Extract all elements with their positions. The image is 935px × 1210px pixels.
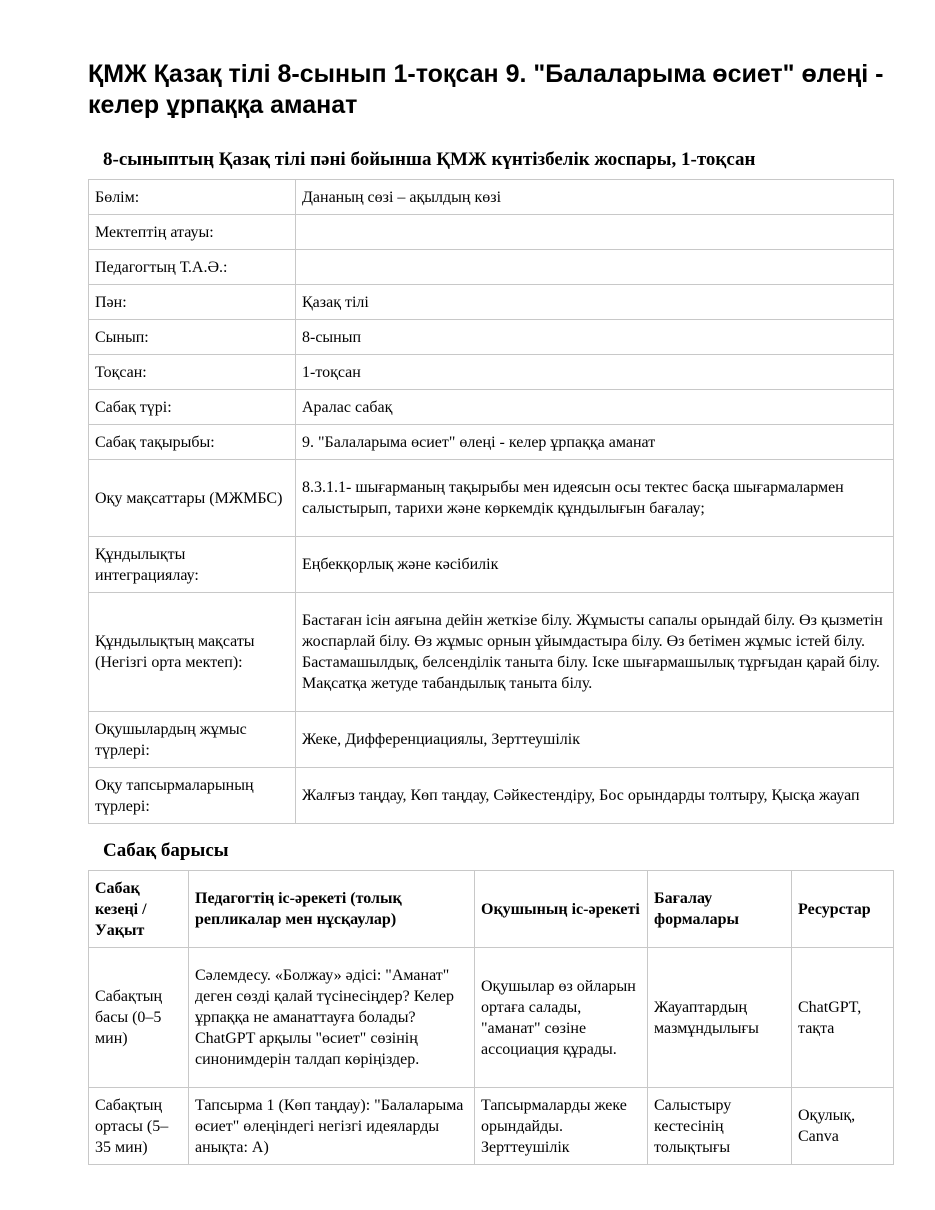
info-label: Тоқсан: (89, 355, 296, 390)
stage-cell: Сабақтың басы (0–5 мин) (89, 948, 189, 1088)
info-value: Жеке, Дифференциациялы, Зерттеушілік (296, 712, 894, 768)
info-value: Дананың сөзі – ақылдың көзі (296, 180, 894, 215)
info-label: Сынып: (89, 320, 296, 355)
student-activity-cell: Оқушылар өз ойларын ортаға салады, "аманат" сөзіне ассоциация құрады. (475, 948, 648, 1088)
info-label: Мектептің атауы: (89, 215, 296, 250)
info-value: 8.3.1.1- шығарманың тақырыбы мен идеясын осы тектес басқа шығармалармен салыстырып, тарихи және көркемдік құндылығын бағалау; (296, 460, 894, 537)
column-header-teacher-activity: Педагогтің іс-әрекеті (толық репликалар мен нұсқаулар) (189, 871, 475, 948)
info-label: Оқу мақсаттары (МЖМБС) (89, 460, 296, 537)
plan-heading: 8-сыныптың Қазақ тілі пәні бойынша ҚМЖ күнтізбелік жоспары, 1-тоқсан (103, 149, 756, 170)
info-row-section (89, 180, 894, 215)
column-header-assessment: Бағалау формалары (648, 871, 792, 948)
column-header-stage: Сабақ кезеңі / Уақыт (89, 871, 189, 948)
teacher-activity-cell: Тапсырма 1 (Көп таңдау): "Балаларыма өсиет" өлеңіндегі негізгі идеяларды анықта: А) (189, 1088, 475, 1165)
info-value: Аралас сабақ (296, 390, 894, 425)
document-title: ҚМЖ Қазақ тілі 8-сынып 1-тоқсан 9. "Балаларыма өсиет" өлеңі - келер ұрпаққа аманат (88, 60, 884, 119)
info-value (296, 215, 894, 250)
info-label: Сабақ түрі: (89, 390, 296, 425)
info-row-quarter (89, 355, 894, 390)
resources-cell: Оқулық, Canva (792, 1088, 894, 1165)
teacher-activity-cell: Сәлемдесу. «Болжау» әдісі: "Аманат" деген сөзді қалай түсінесіңдер? Келер ұрпаққа не аманаттауға болады? ChatGPT арқылы "өсиет" сөзінің синонимдерін талдап көріңіздер. (189, 948, 475, 1088)
info-row-learning-objectives (89, 460, 894, 537)
info-value: Бастаған ісін аяғына дейін жеткізе білу. Жұмысты сапалы орындай білу. Өз қызметін жоспарлай білу. Өз жұмыс орнын ұйымдастыра білу. Өз бетімен жұмыс істей білу. Бастамашылдық, белсенділік таныта білу. Іске шығармашылық тұрғыдан қарай білу. Мақсатқа жетуде табандылық таныта білу. (296, 593, 894, 712)
info-row-teacher (89, 250, 894, 285)
info-label: Сабақ тақырыбы: (89, 425, 296, 460)
info-label: Бөлім: (89, 180, 296, 215)
info-row-value-goal (89, 593, 894, 712)
lesson-info-table (88, 179, 894, 824)
info-row-value-integration (89, 537, 894, 593)
info-value (296, 250, 894, 285)
info-row-school (89, 215, 894, 250)
info-label: Пән: (89, 285, 296, 320)
info-label: Құндылықты интеграциялау: (89, 537, 296, 593)
info-value: Қазақ тілі (296, 285, 894, 320)
info-label: Оқушылардың жұмыс түрлері: (89, 712, 296, 768)
assessment-cell: Жауаптардың мазмұндылығы (648, 948, 792, 1088)
document-page (88, 0, 894, 1156)
info-row-grade (89, 320, 894, 355)
table-row (89, 948, 894, 1088)
resources-cell: ChatGPT, тақта (792, 948, 894, 1088)
info-value: 8-сынып (296, 320, 894, 355)
info-value: 1-тоқсан (296, 355, 894, 390)
info-label: Құндылықтың мақсаты (Негізгі орта мектеп): (89, 593, 296, 712)
column-header-resources: Ресурстар (792, 871, 894, 948)
column-header-student-activity: Оқушының іс-әрекеті (475, 871, 648, 948)
course-header-row (89, 871, 894, 948)
info-row-task-types (89, 768, 894, 824)
student-activity-cell: Тапсырмаларды жеке орындайды. Зерттеушілік (475, 1088, 648, 1165)
info-row-lesson-type (89, 390, 894, 425)
lesson-course-table (88, 870, 894, 1165)
assessment-cell: Салыстыру кестесінің толықтығы (648, 1088, 792, 1165)
info-row-work-types (89, 712, 894, 768)
info-value: Жалғыз таңдау, Көп таңдау, Сәйкестендіру, Бос орындарды толтыру, Қысқа жауап (296, 768, 894, 824)
info-row-lesson-topic (89, 425, 894, 460)
info-label: Оқу тапсырмаларының түрлері: (89, 768, 296, 824)
course-heading: Сабақ барысы (103, 840, 229, 861)
info-row-subject (89, 285, 894, 320)
table-row (89, 1088, 894, 1165)
info-value: 9. "Балаларыма өсиет" өлеңі - келер ұрпаққа аманат (296, 425, 894, 460)
info-value: Еңбекқорлық және кәсібилік (296, 537, 894, 593)
stage-cell: Сабақтың ортасы (5–35 мин) (89, 1088, 189, 1165)
info-label: Педагогтың Т.А.Ә.: (89, 250, 296, 285)
